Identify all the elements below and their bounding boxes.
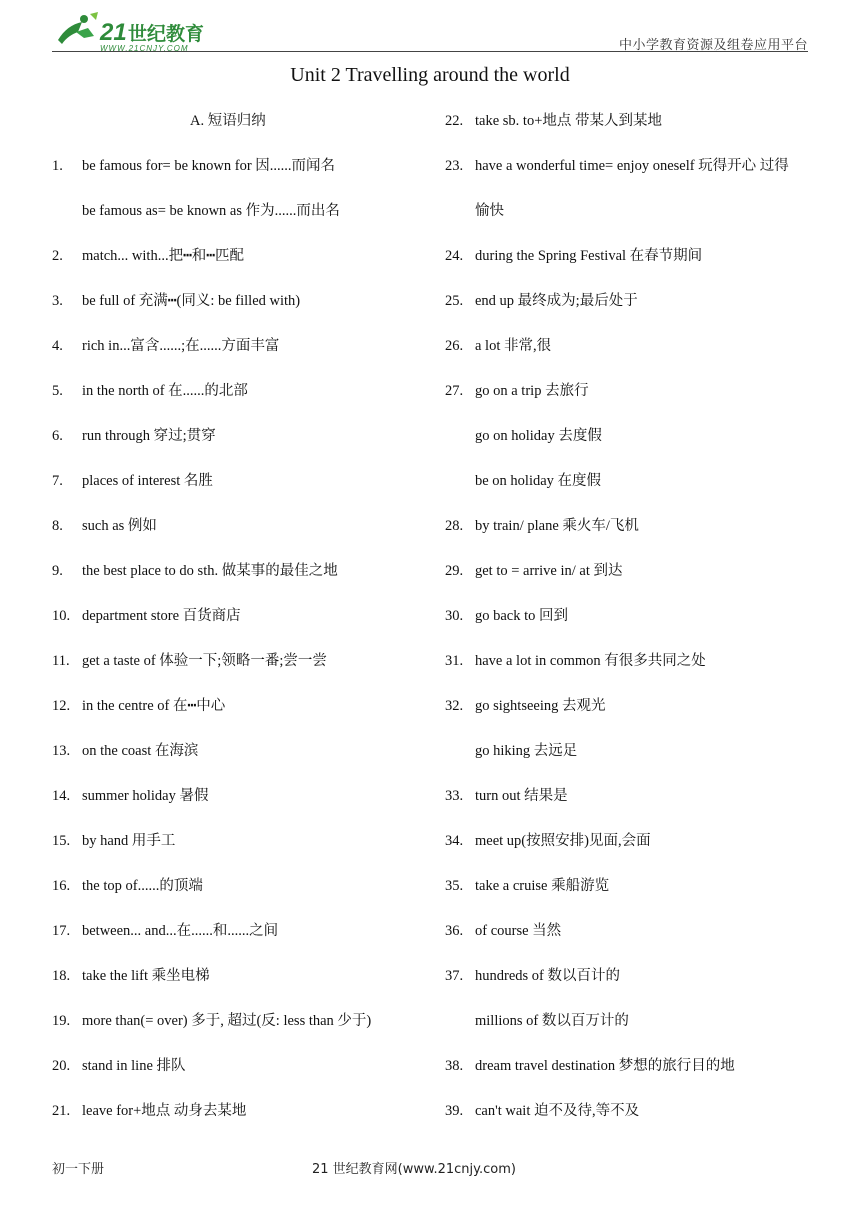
phrase-number: 35. (445, 878, 464, 894)
phrase-number: 5. (52, 383, 63, 399)
phrase-item (52, 421, 427, 466)
phrase-number: 23. (445, 158, 464, 174)
phrase-number: 18. (52, 968, 71, 984)
phrase-text: in the centre of 在┅中心 (82, 698, 226, 714)
phrase-text: have a lot in common 有很多共同之处 (475, 653, 706, 669)
phrase-text: go on a trip 去旅行 (475, 383, 589, 399)
phrase-number: 19. (52, 1013, 71, 1029)
phrase-text: take a cruise 乘船游览 (475, 878, 610, 894)
phrase-text: during the Spring Festival 在春节期间 (475, 248, 703, 264)
phrase-text: summer holiday 暑假 (82, 788, 209, 804)
phrase-item (445, 871, 815, 916)
phrase-item (445, 736, 815, 781)
phrase-text: end up 最终成为;最后处于 (475, 293, 638, 309)
phrase-item (52, 556, 427, 601)
phrase-text: by hand 用手工 (82, 833, 176, 849)
phrase-text: be famous as= be known as 作为......而出名 (82, 203, 340, 219)
phrase-text: dream travel destination 梦想的旅行目的地 (475, 1058, 735, 1074)
phrase-number: 26. (445, 338, 464, 354)
phrase-text: be on holiday 在度假 (475, 473, 602, 489)
phrase-item (52, 376, 427, 421)
phrase-item (445, 781, 815, 826)
phrase-item (445, 961, 815, 1006)
phrase-item (52, 781, 427, 826)
header-divider (52, 51, 808, 52)
phrase-item (52, 511, 427, 556)
phrase-item (445, 1006, 815, 1051)
phrase-number: 20. (52, 1058, 71, 1074)
phrase-item (52, 1006, 427, 1051)
phrase-item (52, 826, 427, 871)
phrase-item (445, 691, 815, 736)
phrase-number: 12. (52, 698, 71, 714)
phrase-item (445, 241, 815, 286)
phrase-item (52, 331, 427, 376)
phrase-number: 16. (52, 878, 71, 894)
phrase-item (52, 736, 427, 781)
phrase-number: 3. (52, 293, 63, 309)
phrase-item (445, 376, 815, 421)
phrase-text: department store 百货商店 (82, 608, 241, 624)
phrase-text: places of interest 名胜 (82, 473, 213, 489)
phrase-item (445, 1051, 815, 1096)
phrase-number: 39. (445, 1103, 464, 1119)
phrase-item (52, 916, 427, 961)
phrase-number: 14. (52, 788, 71, 804)
phrase-item (445, 601, 815, 646)
platform-tagline: 中小学教育资源及组卷应用平台 (618, 38, 808, 53)
phrase-number: 10. (52, 608, 71, 624)
left-phrase-list (52, 151, 427, 1141)
phrase-number: 36. (445, 923, 464, 939)
logo (54, 10, 224, 54)
phrase-item (445, 466, 815, 511)
phrase-text: get a taste of 体验一下;领略一番;尝一尝 (82, 653, 327, 669)
phrase-item (52, 196, 427, 241)
phrase-text: by train/ plane 乘火车/飞机 (475, 518, 639, 534)
phrase-text: between... and...在......和......之间 (82, 923, 279, 939)
phrase-text: leave for+地点 动身去某地 (82, 1103, 247, 1119)
phrase-item (445, 286, 815, 331)
phrase-text: go hiking 去远足 (475, 743, 578, 759)
phrase-item (52, 286, 427, 331)
phrase-number: 24. (445, 248, 464, 264)
phrase-text: 愉快 (475, 203, 504, 219)
phrase-number: 22. (445, 113, 464, 129)
phrase-item (445, 1096, 815, 1141)
phrase-item (445, 511, 815, 556)
phrase-number: 34. (445, 833, 464, 849)
phrase-item (445, 196, 815, 241)
phrase-item (52, 961, 427, 1006)
right-column (445, 106, 815, 1141)
phrase-text: go back to 回到 (475, 608, 569, 624)
phrase-number: 28. (445, 518, 464, 534)
phrase-item (445, 556, 815, 601)
phrase-text: meet up(按照安排)见面,会面 (475, 833, 651, 849)
phrase-number: 27. (445, 383, 464, 399)
phrase-text: hundreds of 数以百计的 (475, 968, 620, 984)
phrase-text: of course 当然 (475, 923, 562, 939)
phrase-item (52, 466, 427, 511)
phrase-text: run through 穿过;贯穿 (82, 428, 216, 444)
right-phrase-list (445, 106, 815, 1141)
footer-grade: 初一下册 (52, 1162, 105, 1177)
phrase-item (52, 871, 427, 916)
phrase-text: in the north of 在......的北部 (82, 383, 248, 399)
page-title: Unit 2 Travelling around the world (290, 64, 570, 86)
phrase-text: match... with...把┅和┅匹配 (82, 248, 245, 264)
svg-text:WWW.21CNJY.COM: WWW.21CNJY.COM (100, 44, 189, 53)
left-column (52, 106, 427, 1141)
phrase-item (52, 1096, 427, 1141)
phrase-number: 17. (52, 923, 71, 939)
phrase-item (445, 826, 815, 871)
phrase-number: 37. (445, 968, 464, 984)
phrase-number: 8. (52, 518, 63, 534)
phrase-item (445, 916, 815, 961)
phrase-item (52, 601, 427, 646)
footer-site: 21 世纪教育网(www.21cnjy.com) (312, 1162, 516, 1177)
phrase-item (445, 331, 815, 376)
phrase-number: 4. (52, 338, 63, 354)
phrase-item (52, 241, 427, 286)
phrase-item (445, 151, 815, 196)
phrase-number: 15. (52, 833, 71, 849)
phrase-number: 11. (52, 653, 70, 669)
phrase-item (445, 421, 815, 466)
phrase-text: more than(= over) 多于, 超过(反: less than 少于) (82, 1013, 372, 1029)
phrase-number: 9. (52, 563, 63, 579)
phrase-text: on the coast 在海滨 (82, 743, 199, 759)
phrase-number: 31. (445, 653, 464, 669)
phrase-text: be full of 充满┅(同义: be filled with) (82, 293, 301, 309)
phrase-number: 7. (52, 473, 63, 489)
phrase-text: get to = arrive in/ at 到达 (475, 563, 623, 579)
phrase-number: 30. (445, 608, 464, 624)
phrase-number: 6. (52, 428, 63, 444)
phrase-text: take the lift 乘坐电梯 (82, 968, 210, 984)
phrase-number: 1. (52, 158, 63, 174)
phrase-number: 21. (52, 1103, 71, 1119)
phrase-text: the top of......的顶端 (82, 878, 203, 894)
phrase-text: go sightseeing 去观光 (475, 698, 606, 714)
section-heading-text: A. 短语归纳 (190, 113, 266, 129)
phrase-text: such as 例如 (82, 518, 157, 534)
phrase-text: turn out 结果是 (475, 788, 568, 804)
phrase-item (445, 106, 815, 151)
phrase-text: millions of 数以百万计的 (475, 1013, 629, 1029)
phrase-text: have a wonderful time= enjoy oneself 玩得开心 过得 (475, 158, 789, 174)
phrase-text: be famous for= be known for 因......而闻名 (82, 158, 336, 174)
phrase-number: 38. (445, 1058, 464, 1074)
phrase-text: a lot 非常,很 (475, 338, 552, 354)
svg-text:世纪教育: 世纪教育 (128, 23, 205, 45)
phrase-item (52, 1051, 427, 1096)
phrase-number: 13. (52, 743, 71, 759)
phrase-number: 29. (445, 563, 464, 579)
phrase-number: 2. (52, 248, 63, 264)
logo-graphic (54, 10, 224, 54)
phrase-item (52, 691, 427, 736)
section-heading (52, 106, 427, 151)
phrase-text: go on holiday 去度假 (475, 428, 602, 444)
phrase-text: the best place to do sth. 做某事的最佳之地 (82, 563, 338, 579)
phrase-item (52, 646, 427, 691)
phrase-text: can't wait 迫不及待,等不及 (475, 1103, 640, 1119)
phrase-item (52, 151, 427, 196)
svg-text:21: 21 (100, 19, 127, 46)
phrase-item (445, 646, 815, 691)
phrase-number: 32. (445, 698, 464, 714)
phrase-number: 33. (445, 788, 464, 804)
phrase-text: stand in line 排队 (82, 1058, 186, 1074)
phrase-number: 25. (445, 293, 464, 309)
phrase-text: rich in...富含......;在......方面丰富 (82, 338, 280, 354)
phrase-text: take sb. to+地点 带某人到某地 (475, 113, 662, 129)
